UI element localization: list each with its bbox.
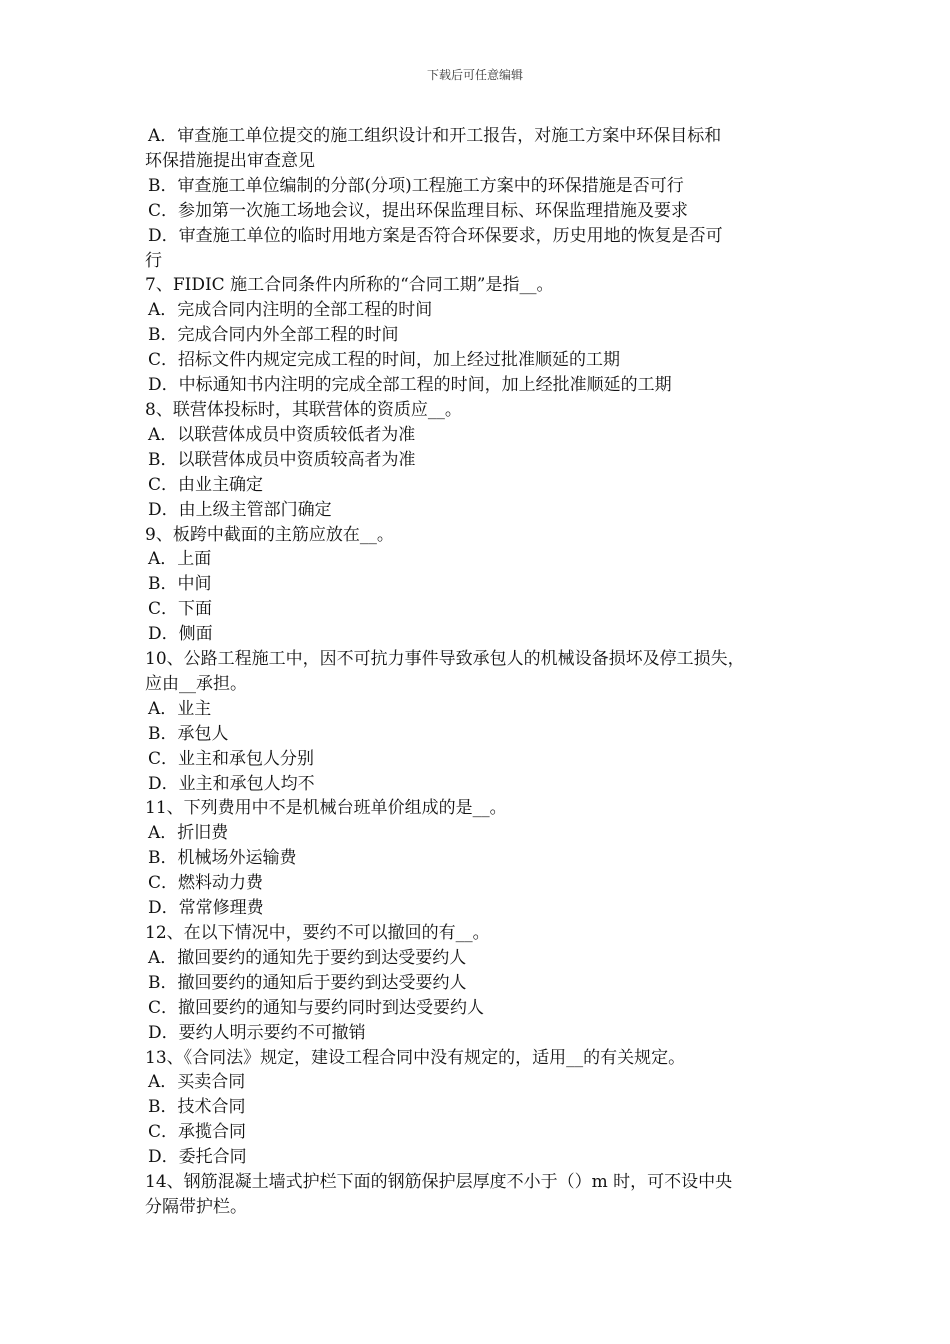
answer-option: A．以联营体成员中资质较低者为准	[148, 424, 416, 445]
answer-option: B．审查施工单位编制的分部(分项)工程施工方案中的环保措施是否可行	[148, 175, 684, 196]
question-text: 14、钢筋混凝土墙式护栏下面的钢筋保护层厚度不小于（）m 时，可不设中央	[145, 1172, 733, 1193]
page-header: 下载后可任意编辑	[426, 68, 523, 82]
answer-option: C．承揽合同	[148, 1122, 247, 1143]
answer-option: C．参加第一次施工场地会议，提出环保监理目标、环保监理措施及要求	[148, 200, 689, 221]
answer-option: B．承包人	[148, 723, 229, 744]
question-text: 7、FIDIC 施工合同条件内所称的“合同工期”是指__。	[145, 275, 554, 296]
question-text: 环保措施提出审查意见	[145, 150, 315, 171]
answer-option: C．由业主确定	[148, 474, 264, 495]
answer-option: C．燃料动力费	[148, 873, 264, 894]
question-text: 9、板跨中截面的主筋应放在__。	[145, 524, 394, 545]
question-text: 10、公路工程施工中，因不可抗力事件导致承包人的机械设备损坏及停工损失，	[145, 649, 745, 670]
answer-option: B．以联营体成员中资质较高者为准	[148, 449, 416, 470]
answer-option: B．技术合同	[148, 1097, 246, 1118]
answer-option: D．审查施工单位的临时用地方案是否符合环保要求，历史用地的恢复是否可	[148, 225, 723, 246]
answer-option: D．业主和承包人均不	[148, 773, 315, 794]
answer-option: A．买卖合同	[148, 1072, 246, 1093]
answer-option: D．委托合同	[148, 1147, 247, 1168]
answer-option: C．下面	[148, 599, 213, 620]
answer-option: D．中标通知书内注明的完成全部工程的时间，加上经批准顺延的工期	[148, 375, 672, 396]
answer-option: A．业主	[148, 698, 212, 719]
answer-option: B．机械场外运输费	[148, 848, 297, 869]
answer-option: A．上面	[148, 549, 212, 570]
answer-option: A．折旧费	[148, 823, 229, 844]
answer-option: B．中间	[148, 574, 212, 595]
question-text: 12、在以下情况中，要约不可以撤回的有__。	[145, 923, 490, 943]
answer-option: A．审查施工单位提交的施工组织设计和开工报告，对施工方案中环保目标和	[148, 126, 722, 146]
answer-option: D．要约人明示要约不可撤销	[148, 1022, 366, 1043]
answer-option: C．撤回要约的通知与要约同时到达受要约人	[148, 997, 485, 1018]
answer-option: B．完成合同内外全部工程的时间	[148, 325, 399, 346]
question-text: 13、《合同法》规定，建设工程合同中没有规定的，适用__的有关规定。	[145, 1047, 686, 1068]
answer-option: D．常常修理费	[148, 898, 264, 919]
question-text: 行	[145, 250, 162, 271]
answer-option: C．业主和承包人分别	[148, 748, 315, 769]
answer-option: B．撤回要约的通知后于要约到达受要约人	[148, 972, 467, 993]
document-body	[145, 124, 825, 1220]
answer-option: D．侧面	[148, 624, 213, 645]
question-text: 分隔带护栏。	[145, 1196, 247, 1217]
question-text: 8、联营体投标时，其联营体的资质应__。	[145, 399, 462, 420]
answer-option: A．完成合同内注明的全部工程的时间	[148, 300, 433, 321]
answer-option: D．由上级主管部门确定	[148, 499, 332, 520]
answer-option: C．招标文件内规定完成工程的时间，加上经过批准顺延的工期	[148, 350, 621, 371]
question-text: 11、下列费用中不是机械台班单价组成的是__。	[145, 798, 507, 819]
answer-option: A．撤回要约的通知先于要约到达受要约人	[148, 947, 467, 968]
question-text: 应由__承担。	[145, 673, 247, 694]
